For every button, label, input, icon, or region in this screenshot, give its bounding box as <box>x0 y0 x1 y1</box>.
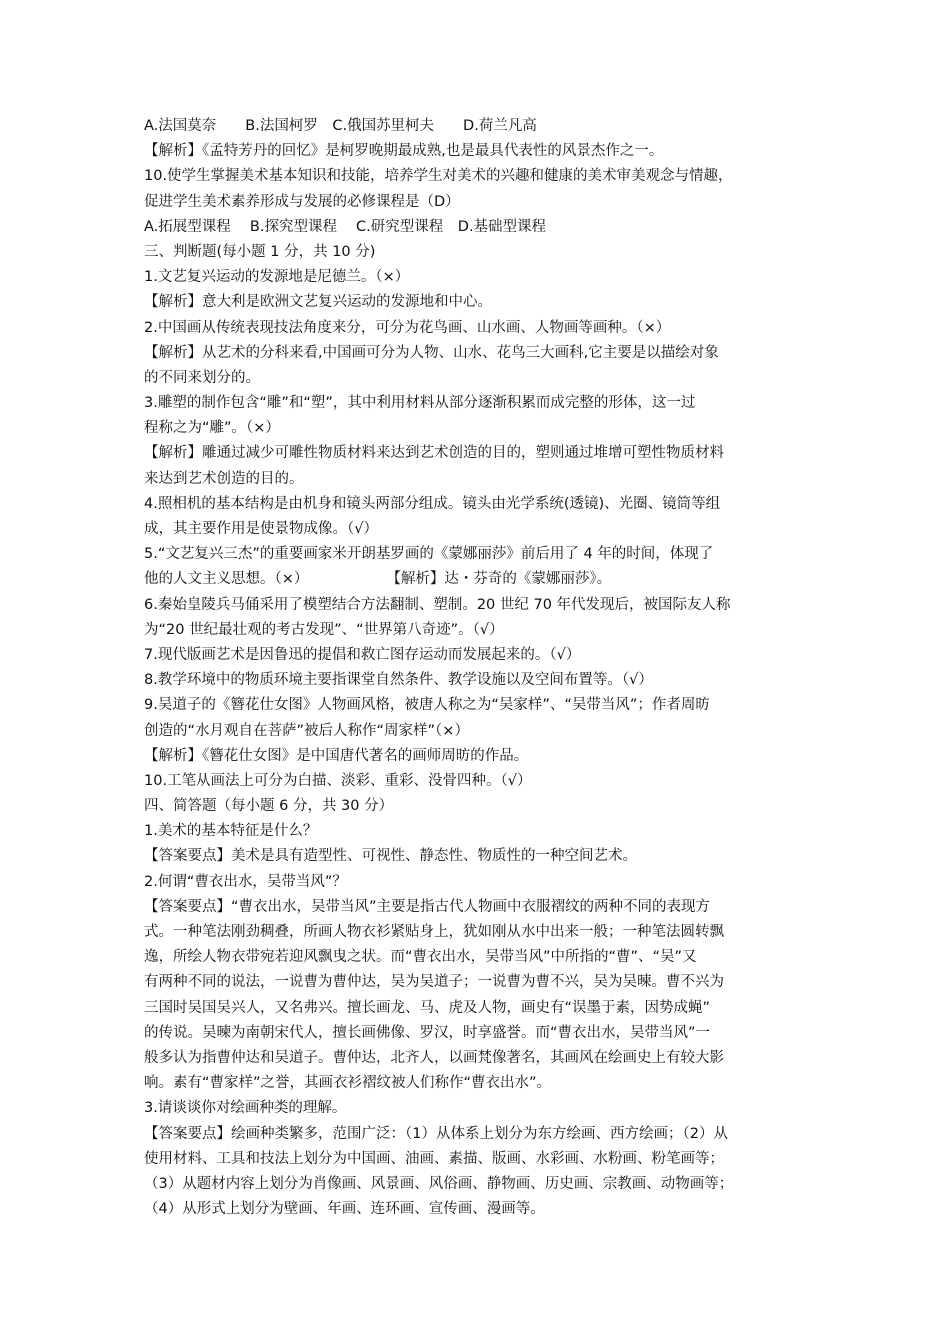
section-heading: 四、简答题（每小题 6 分，共 30 分） <box>144 798 394 815</box>
answer-line: （3）从题材内容上划分为肖像画、风景画、风俗画、静物画、历史画、宗教画、动物画等； <box>144 1175 734 1192</box>
analysis-line: 【解析】从艺术的分科来看,中国画可分为人物、山水、花鸟三大画科,它主要是以描绘对象 <box>144 344 719 361</box>
question-line: 程称之为“雕”。（×） <box>144 420 280 437</box>
question-line: 促进学生美术素养形成与发展的必修课程是（D） <box>144 193 460 210</box>
question-line: 为“20 世纪最壮观的考古发现”、“世界第八奇迹”。（√） <box>144 621 504 638</box>
answer-line: 有两种不同的说法，一说曹为曹仲达，吴为吴道子；一说曹为曹不兴，吴为吴暕。曹不兴为 <box>144 974 724 991</box>
option-line: A.法国莫奈 B.法国柯罗 C.俄国苏里柯夫 D.荷兰凡高 <box>144 118 537 134</box>
question-line: 1.美术的基本特征是什么？ <box>144 823 318 840</box>
question-line: 3.请谈谈你对绘画种类的理解。 <box>144 1100 347 1117</box>
analysis-line: 来达到艺术创造的目的。 <box>144 470 304 487</box>
question-line: 9.吴道子的《簪花仕女图》人物画风格，被唐人称之为“吴家样”、“吴带当风”；作者周昉 <box>144 697 710 714</box>
question-line: 3.雕塑的制作包含“雕”和“塑”，其中利用材料从部分逐渐积累而成完整的形体，这一过 <box>144 395 696 412</box>
answer-line: 逸，所绘人物衣带宛若迎风飘曳之状。而“曹衣出水，吴带当风”中所指的“曹”、“吴”又 <box>144 949 697 966</box>
answer-line: 式。一种笔法刚劲稠叠，所画人物衣衫紧贴身上，犹如刚从水中出来一般；一种笔法圆转飘 <box>144 924 724 940</box>
answer-line: 响。素有“曹家样”之誉，其画衣衫褶纹被人们称作“曹衣出水”。 <box>144 1075 552 1092</box>
question-line: 成，其主要作用是使景物成像。（√） <box>144 521 378 537</box>
question-line: 4.照相机的基本结构是由机身和镜头两部分组成。镜头由光学系统(透镜)、光圈、镜筒等组 <box>144 495 721 512</box>
analysis-line: 【解析】《孟特芳丹的回忆》是柯罗晚期最成熟,也是最具代表性的风景杰作之一。 <box>144 143 664 160</box>
question-line: 创造的“水月观自在菩萨”被后人称作“周家样”（×） <box>144 722 469 739</box>
question-line: 他的人文主义思想。（×） <box>144 571 309 588</box>
answer-line: 般多认为指曹仲达和吴道子。曹仲达，北齐人，以画梵像著名，其画风在绘画史上有较大影 <box>144 1049 724 1066</box>
question-line-with-analysis <box>144 567 808 592</box>
question-line: 10.工笔从画法上可分为白描、淡彩、重彩、没骨四种。（√） <box>144 772 532 789</box>
document-body <box>144 114 808 1222</box>
analysis-line: 【解析】意大利是欧洲文艺复兴运动的发源地和中心。 <box>144 294 492 311</box>
answer-line: 三国时吴国吴兴人，又名弗兴。擅长画龙、马、虎及人物，画史有“误墨于素，因势成蝇” <box>144 999 711 1016</box>
question-line: 1.文艺复兴运动的发源地是尼德兰。（×） <box>144 269 410 286</box>
answer-line: 【答案要点】美术是具有造型性、可视性、静态性、物质性的一种空间艺术。 <box>144 848 637 865</box>
question-line: 6.秦始皇陵兵马俑采用了模塑结合方法翻制、塑制。20 世纪 70 年代发现后，被国际友人称 <box>144 596 731 613</box>
answer-line: 【答案要点】绘画种类繁多，范围广泛：（1）从体系上划分为东方绘画、西方绘画；（2）从 <box>144 1125 728 1142</box>
answer-line: 【答案要点】“曹衣出水，吴带当风”主要是指古代人物画中衣服褶纹的两种不同的表现方 <box>144 898 711 915</box>
question-line: 2.何谓“曹衣出水，吴带当风”？ <box>144 873 347 890</box>
question-line: 10.使学生掌握美术基本知识和技能，培养学生对美术的兴趣和健康的美术审美观念与情趣， <box>144 168 733 185</box>
analysis-line: 【解析】达・芬奇的《蒙娜丽莎》。 <box>386 571 612 588</box>
question-line: 8.教学环境中的物质环境主要指课堂自然条件、教学设施以及空间布置等。（√） <box>144 672 653 689</box>
question-line: 5.“文艺复兴三杰”的重要画家米开朗基罗画的《蒙娜丽莎》前后用了 4 年的时间，体现了 <box>144 546 714 563</box>
question-line: 7.现代版画艺术是因鲁迅的提倡和救亡图存运动而发展起来的。（√） <box>144 646 581 663</box>
answer-line: 使用材料、工具和技法上划分为中国画、油画、素描、版画、水彩画、水粉画、粉笔画等； <box>144 1150 724 1167</box>
option-line: A.拓展型课程 B.探究型课程 C.研究型课程 D.基础型课程 <box>144 218 547 235</box>
answer-line: 的传说。吴暕为南朝宋代人，擅长画佛像、罗汉，时享盛誉。而“曹衣出水，吴带当风”一 <box>144 1024 711 1041</box>
analysis-line: 【解析】《簪花仕女图》是中国唐代著名的画师周昉的作品。 <box>144 747 529 764</box>
analysis-line: 的不同来划分的。 <box>144 369 260 386</box>
section-heading: 三、判断题(每小题 1 分，共 10 分) <box>144 243 376 260</box>
question-line: 2.中国画从传统表现技法角度来分，可分为花鸟画、山水画、人物画等画种。（×） <box>144 319 671 336</box>
answer-line: （4）从形式上划分为壁画、年画、连环画、宣传画、漫画等。 <box>144 1201 545 1218</box>
analysis-line: 【解析】雕通过减少可雕性物质材料来达到艺术创造的目的，塑则通过堆增可塑性物质材料 <box>144 445 724 462</box>
